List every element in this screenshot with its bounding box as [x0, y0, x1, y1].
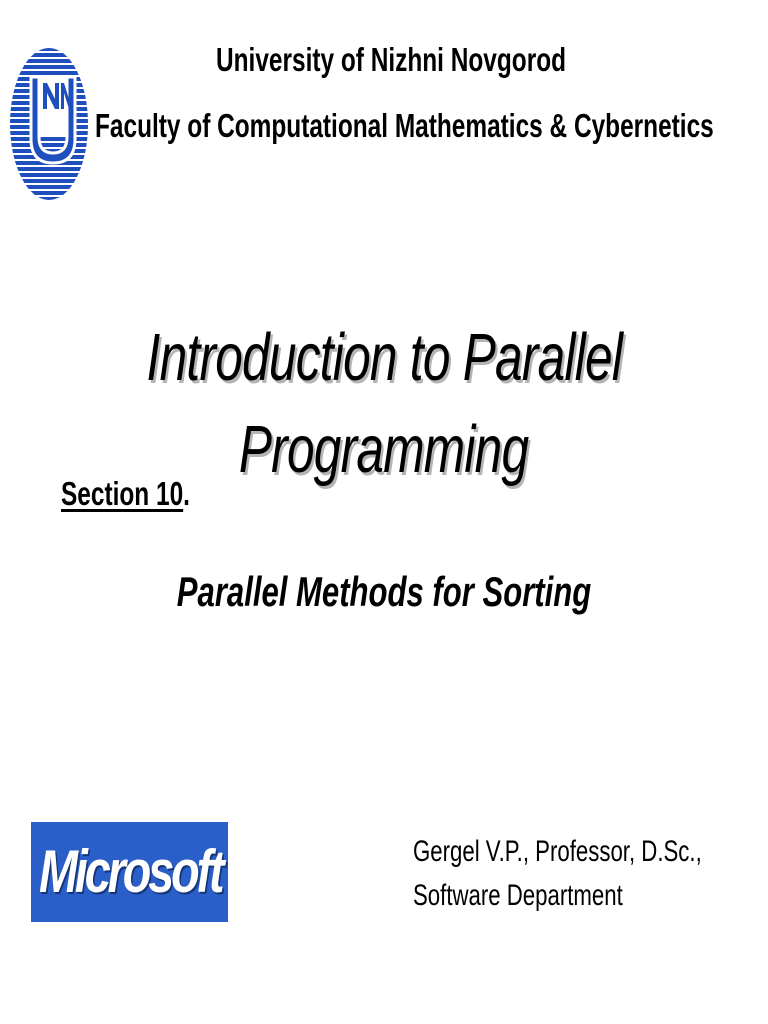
logo-stripe [9, 143, 89, 147]
title-line-2: Programming [239, 412, 529, 487]
presentation-title [0, 312, 768, 496]
logo-stripe [9, 173, 89, 177]
faculty-name: Faculty of Computational Mathematics & Cybernetics [95, 107, 714, 144]
logo-stripe [9, 59, 89, 63]
section-punct: . [183, 475, 190, 512]
author-line-1: Gergel V.P., Professor, D.Sc., [413, 835, 702, 868]
logo-stripe [9, 47, 89, 51]
logo-stripe [9, 137, 89, 141]
logo-stripe [9, 191, 89, 195]
logo-stripe [9, 53, 89, 57]
logo-stripe [9, 167, 89, 171]
logo-stripe [9, 65, 89, 69]
university-name: University of Nizhni Novgorod [216, 41, 567, 78]
logo-stripe [9, 179, 89, 183]
section-subtitle: Parallel Methods for Sorting [176, 568, 592, 615]
microsoft-logo [31, 822, 228, 922]
section-label [61, 474, 190, 514]
logo-stripe [9, 197, 89, 201]
unn-logo [9, 47, 89, 201]
section-number: Section 10 [61, 475, 184, 512]
author-info [413, 830, 702, 918]
author-line-2: Software Department [413, 879, 623, 912]
logo-stripe [9, 71, 89, 75]
logo-stripe [9, 185, 89, 189]
title-line-1: Introduction to Parallel [146, 320, 622, 395]
microsoft-logo-text: Microsoft [39, 838, 222, 905]
